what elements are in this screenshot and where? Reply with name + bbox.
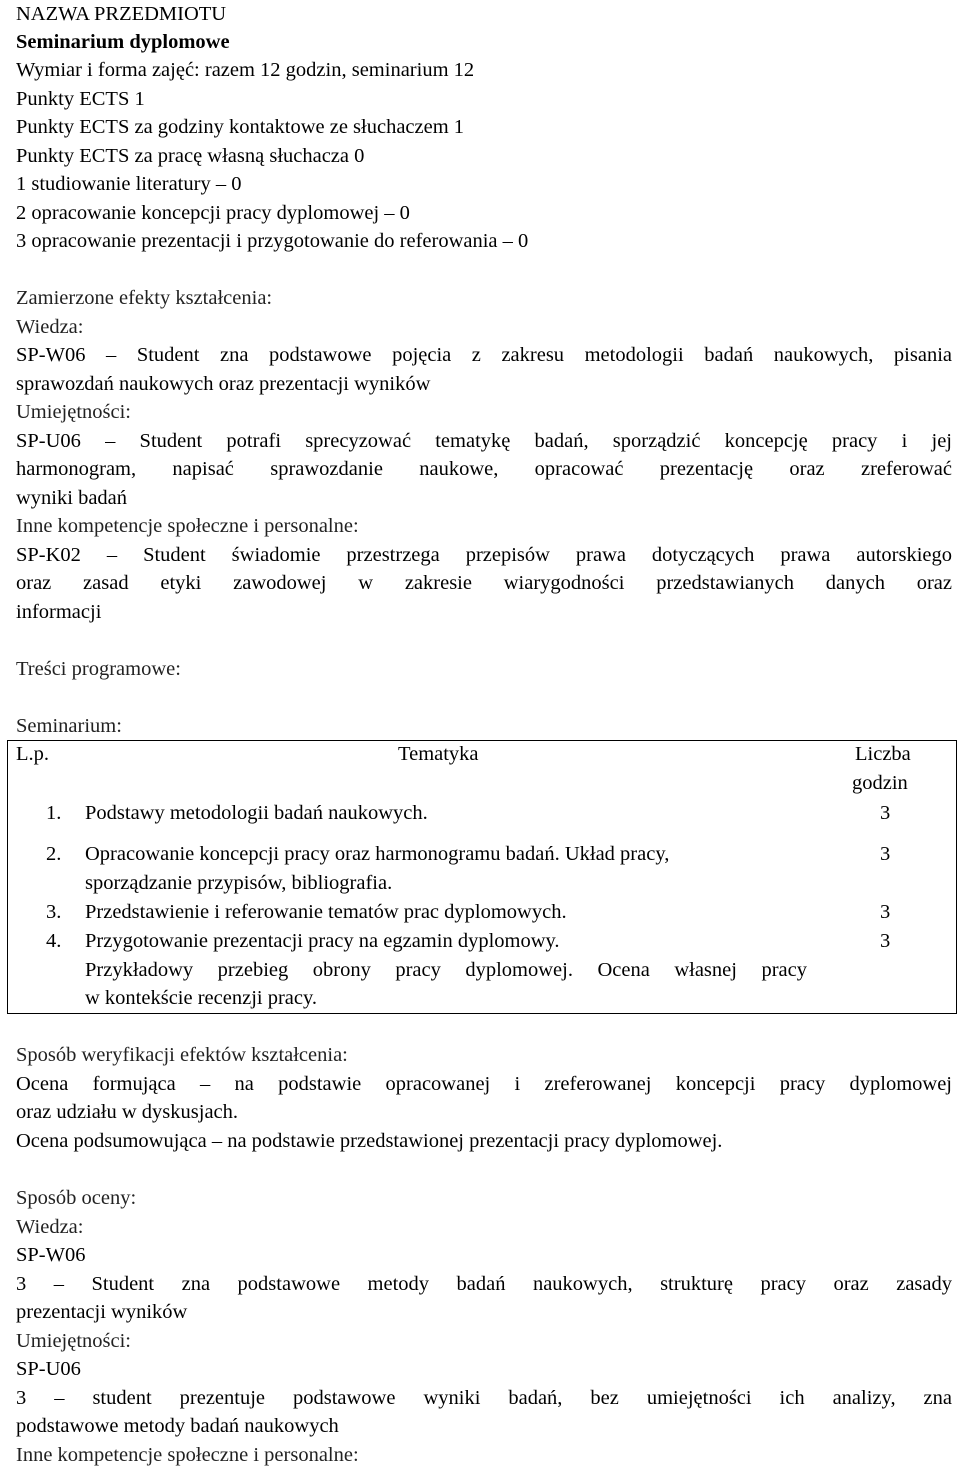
ocena-umiejetnosci-line: 3 – student prezentuje podstawowe wyniki badań, bez umiejętności ich analizy, zna xyxy=(16,1387,952,1409)
kompetencje-line: informacji xyxy=(16,601,102,623)
ocena-wiedza-line: prezentacji wyników xyxy=(16,1301,188,1323)
table-row-topic: Opracowanie koncepcji pracy oraz harmonogramu badań. Układ pracy, xyxy=(85,843,670,865)
wymiar-text: Wymiar i forma zajęć: razem 12 godzin, seminarium 12 xyxy=(16,59,475,81)
table-row-lp: 2. xyxy=(46,843,62,865)
kompetencje-line: oraz zasad etyki zawodowej w zakresie wiarygodności przedstawianych danych oraz xyxy=(16,572,952,594)
efekty-heading: Zamierzone efekty kształcenia: xyxy=(16,287,273,309)
weryfikacja-heading: Sposób weryfikacji efektów kształcenia: xyxy=(16,1044,348,1066)
wiedza-label: Wiedza: xyxy=(16,316,84,338)
weryfikacja-line: Ocena formująca – na podstawie opracowanej i zreferowanej koncepcji pracy dyplomowej xyxy=(16,1073,952,1095)
table-row-topic: Przygotowanie prezentacji pracy na egzamin dyplomowy. xyxy=(85,930,560,952)
umiejetnosci-label: Umiejętności: xyxy=(16,401,132,423)
table-row-hours: 3 xyxy=(880,901,891,923)
table-row-lp: 3. xyxy=(46,901,62,923)
ocena-wiedza-line: 3 – Student zna podstawowe metody badań naukowych, strukturę pracy oraz zasady xyxy=(16,1273,952,1295)
weryfikacja-line: Ocena podsumowująca – na podstawie przedstawionej prezentacji pracy dyplomowej. xyxy=(16,1130,723,1152)
weryfikacja-line: oraz udziału w dyskusjach. xyxy=(16,1101,239,1123)
ects-kontakt-text: Punkty ECTS za godziny kontaktowe ze słuchaczem 1 xyxy=(16,116,465,138)
ocena-umiejetnosci-line: podstawowe metody badań naukowych xyxy=(16,1415,339,1437)
table-row-hours: 3 xyxy=(880,930,891,952)
ocena-wiedza-label: Wiedza: xyxy=(16,1216,84,1238)
table-header-liczba: Liczba xyxy=(855,743,911,765)
table-row-lp: 1. xyxy=(46,802,62,824)
subject-label: NAZWA PRZEDMIOTU xyxy=(16,3,227,25)
kompetencje-line: SP-K02 – Student świadomie przestrzega przepisów prawa dotyczących prawa autorskiego xyxy=(16,544,952,566)
ocena-umiejetnosci-code: SP-U06 xyxy=(16,1358,81,1380)
table-row-topic: sporządzanie przypisów, bibliografia. xyxy=(85,872,393,894)
table-header-lp: L.p. xyxy=(16,743,50,765)
tresci-heading: Treści programowe: xyxy=(16,658,181,680)
subject-title: Seminarium dyplomowe xyxy=(16,31,230,53)
table-row-topic: Przedstawienie i referowanie tematów prac dyplomowych. xyxy=(85,901,567,923)
table-row-hours: 3 xyxy=(880,843,891,865)
table-row-hours: 3 xyxy=(880,802,891,824)
wiedza-line: sprawozdań naukowych oraz prezentacji wyników xyxy=(16,373,431,395)
table-header-tematyka: Tematyka xyxy=(398,743,479,765)
praca-item: 2 opracowanie koncepcji pracy dyplomowej – 0 xyxy=(16,202,410,224)
praca-item: 3 opracowanie prezentacji i przygotowanie do referowania – 0 xyxy=(16,230,529,252)
table-row-topic: Przykładowy przebieg obrony pracy dyplomowej. Ocena własnej pracy xyxy=(85,959,807,981)
ocena-kompetencje-label: Inne kompetencje społeczne i personalne: xyxy=(16,1444,359,1466)
ocena-heading: Sposób oceny: xyxy=(16,1187,137,1209)
praca-item: 1 studiowanie literatury – 0 xyxy=(16,173,242,195)
table-row-topic: Podstawy metodologii badań naukowych. xyxy=(85,802,428,824)
ects-text: Punkty ECTS 1 xyxy=(16,88,145,110)
wiedza-line: SP-W06 – Student zna podstawowe pojęcia z zakresu metodologii badań naukowych, pisania xyxy=(16,344,952,366)
ocena-umiejetnosci-label: Umiejętności: xyxy=(16,1330,132,1352)
table-row-topic: w kontekście recenzji pracy. xyxy=(85,987,318,1009)
umiejetnosci-line: SP-U06 – Student potrafi sprecyzować tematykę badań, sporządzić koncepcję pracy i jej xyxy=(16,430,952,452)
ects-wlasna-text: Punkty ECTS za pracę własną słuchacza 0 xyxy=(16,145,365,167)
umiejetnosci-line: wyniki badań xyxy=(16,487,128,509)
seminarium-label: Seminarium: xyxy=(16,715,122,737)
kompetencje-label: Inne kompetencje społeczne i personalne: xyxy=(16,515,359,537)
table-row-lp: 4. xyxy=(46,930,62,952)
umiejetnosci-line: harmonogram, napisać sprawozdanie naukowe, opracować prezentację oraz zreferować xyxy=(16,458,952,480)
ocena-wiedza-code: SP-W06 xyxy=(16,1244,86,1266)
table-header-godzin: godzin xyxy=(852,772,908,794)
